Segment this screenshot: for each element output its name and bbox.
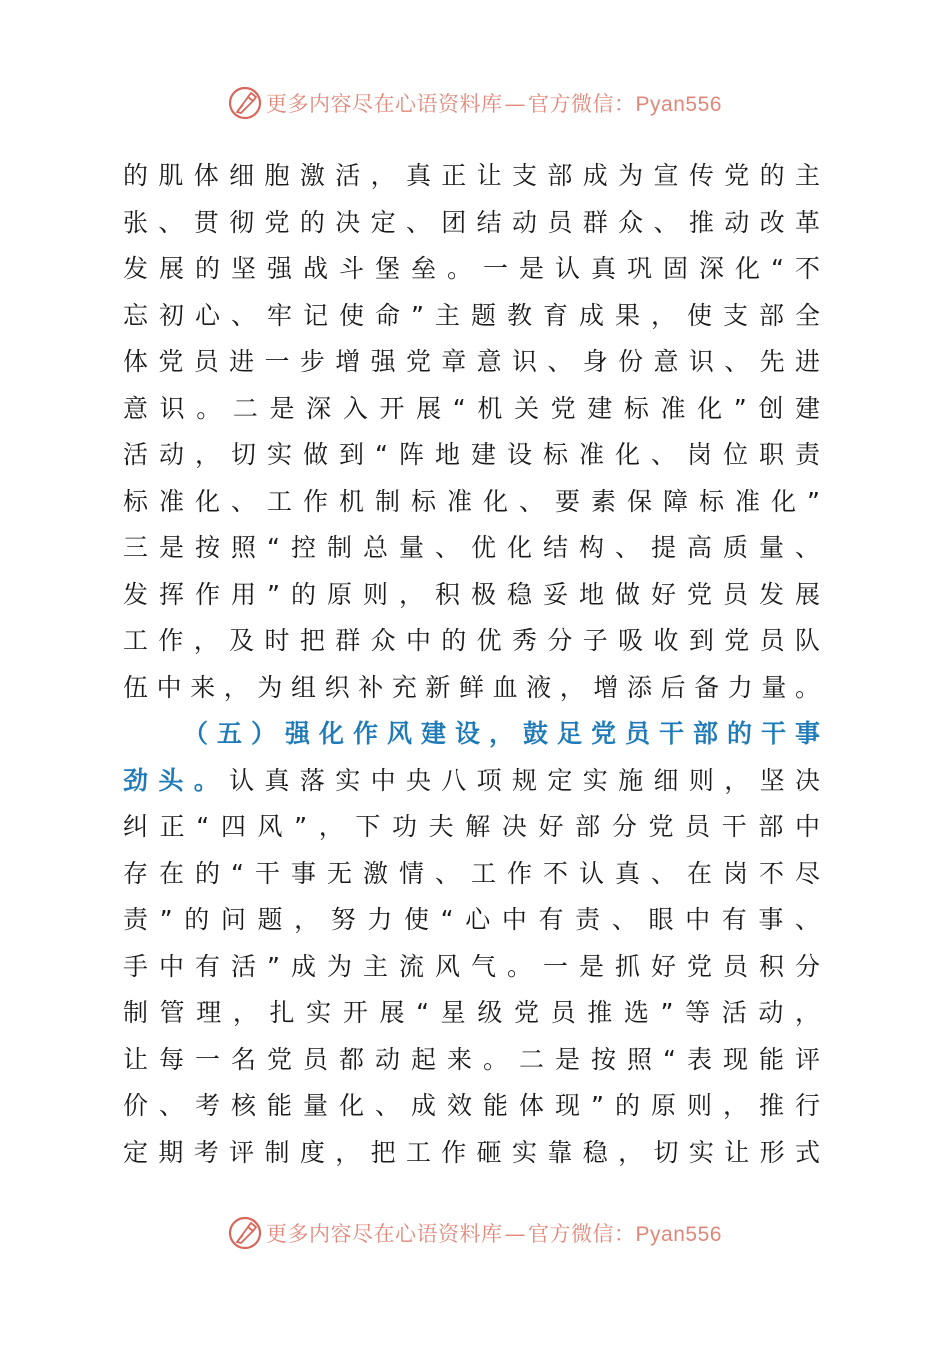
- footer-banner: [0, 1210, 950, 1256]
- text-line: 意识。二是深入开展“机关党建标准化”创建: [123, 393, 820, 423]
- text-line: 标准化、工作机制标准化、要素保障标准化”: [123, 486, 820, 516]
- pen-nib-logo-icon: [228, 1216, 262, 1250]
- paragraph-2: [123, 711, 820, 1176]
- text-line: 发挥作用”的原则，积极稳妥地做好党员发展: [123, 579, 820, 609]
- text-line: 纠正“四风”，下功夫解决好部分党员干部中: [123, 812, 820, 841]
- text-line: 存在的“干事无激情、工作不认真、在岗不尽: [123, 858, 820, 888]
- text-run: 认真落实中央八项规定实施细则，坚决: [229, 765, 820, 795]
- text-line: 三是按照“控制总量、优化结构、提高质量、: [123, 533, 820, 562]
- text-line: 手中有活”成为主流风气。一是抓好党员积分: [123, 951, 820, 981]
- text-line: 责”的问题，努力使“心中有责、眼中有事、: [123, 905, 820, 934]
- text-line: 伍中来，为组织补充新鲜血液，增添后备力量。: [123, 672, 820, 702]
- text-line: 发展的坚强战斗堡垒。一是认真巩固深化“不: [123, 254, 820, 283]
- text-line: 制管理，扎实开展“星级党员推选”等活动，: [123, 998, 820, 1027]
- banner-text: 更多内容尽在心语资料库—官方微信：Pyan556: [266, 92, 722, 116]
- text-line: 的肌体细胞激活，真正让支部成为宣传党的主: [123, 161, 820, 190]
- text-line: 价、考核能量化、成效能体现”的原则，推行: [123, 1091, 820, 1120]
- document-body: [123, 153, 820, 1176]
- text-line: 让每一名党员都动起来。二是按照“表现能评: [123, 1044, 820, 1074]
- text-line: 定期考评制度，把工作砸实靠稳，切实让形式: [123, 1137, 820, 1167]
- section-heading-tail: 劲头。: [123, 765, 230, 795]
- text-line: 体党员进一步增强党章意识、身份意识、先进: [123, 347, 820, 376]
- pen-nib-logo-icon: [228, 86, 262, 120]
- text-line: 活动，切实做到“阵地建设标准化、岗位职责: [123, 440, 820, 469]
- section-heading: （五）强化作风建设，鼓足党员干部的干事: [183, 719, 820, 748]
- text-line: [123, 758, 820, 805]
- text-line: 忘初心、牢记使命”主题教育成果，使支部全: [123, 300, 820, 330]
- text-line: 工作，及时把群众中的优秀分子吸收到党员队: [123, 626, 820, 655]
- paragraph-1: [123, 153, 820, 711]
- banner-text: 更多内容尽在心语资料库—官方微信：Pyan556: [266, 1222, 722, 1246]
- header-banner: [0, 80, 950, 126]
- text-line: 张、贯彻党的决定、团结动员群众、推动改革: [123, 207, 820, 237]
